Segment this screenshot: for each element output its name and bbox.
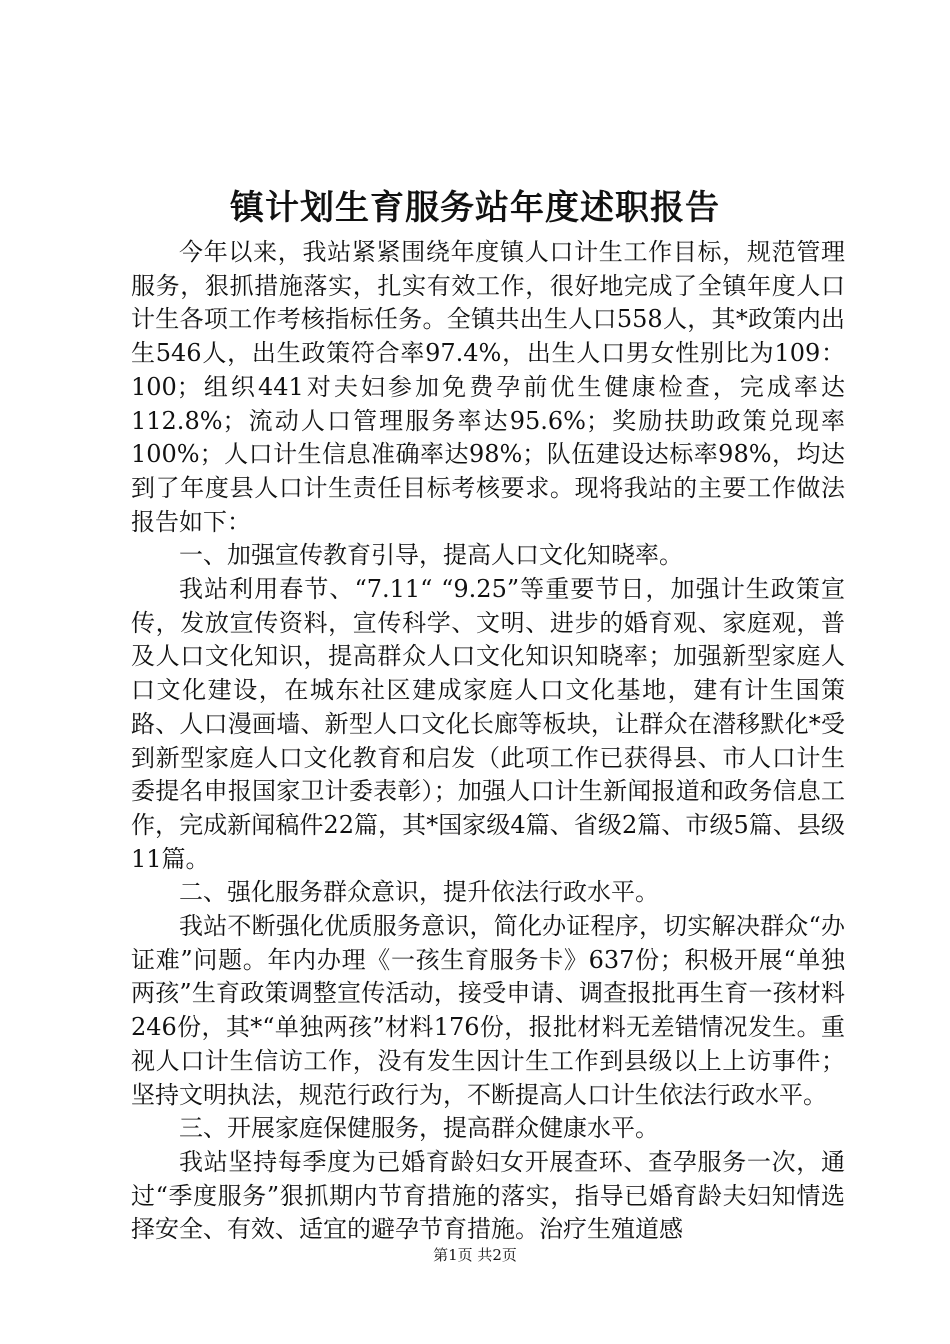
document-body: [131, 236, 845, 1247]
document-title: 镇计划生育服务站年度述职报告: [230, 188, 720, 228]
section-heading-1: 一、加强宣传教育引导，提高人口文化知晓率。: [179, 541, 683, 570]
section-heading-3: 三、开展家庭保健服务，提高群众健康水平。: [179, 1114, 659, 1143]
paragraph-section-3: 我站坚持每季度为已婚育龄妇女开展查环、查孕服务一次，通过“季度服务”狠抓期内节育措施的落实，指导已婚育龄夫妇知情选择安全、有效、适宜的避孕节育措施。治疗生殖道感: [131, 1147, 845, 1244]
page-number-footer: 第1页 共2页: [433, 1246, 517, 1264]
paragraph-section-2: 我站不断强化优质服务意识，简化办证程序，切实解决群众“办证难”问题。年内办理《一孩生育服务卡》637份；积极开展“单独两孩”生育政策调整宣传活动，接受申请、调查报批再生育一孩材料246份，其*“单独两孩”材料176份，报批材料无差错情况发生。重视人口计生信访工作，没有发生因计生工作到县级以上上访事件；坚持文明执法，规范行政行为，不断提高人口计生依法行政水平。: [131, 912, 845, 1109]
paragraph-section-1: 我站利用春节、“7.11“ “9.25”等重要节日，加强计生政策宣传，发放宣传资料，宣传科学、文明、进步的婚育观、家庭观，普及人口文化知识，提高群众人口文化知识知晓率；加强新型家庭人口文化建设，在城东社区建成家庭人口文化基地，建有计生国策路、人口漫画墙、新型人口文化长廊等板块，让群众在潜移默化*受到新型家庭人口文化教育和启发（此项工作已获得县、市人口计生委提名申报国家卫计委表彰）；加强人口计生新闻报道和政务信息工作，完成新闻稿件22篇，其*国家级4篇、省级2篇、市级5篇、县级11篇。: [131, 575, 845, 873]
paragraph-intro: 今年以来，我站紧紧围绕年度镇人口计生工作目标，规范管理服务，狠抓措施落实，扎实有效工作，很好地完成了全镇年度人口计生各项工作考核指标任务。全镇共出生人口558人，其*政策内出生546人，出生政策符合率97.4%，出生人口男女性别比为109：100；组织441对夫妇参加免费孕前优生健康检查，完成率达112.8%；流动人口管理服务率达95.6%；奖励扶助政策兑现率100%；人口计生信息准确率达98%；队伍建设达标率98%，均达到了年度县人口计生责任目标考核要求。现将我站的主要工作做法报告如下：: [131, 238, 845, 536]
section-heading-2: 二、强化服务群众意识，提升依法行政水平。: [179, 878, 659, 907]
